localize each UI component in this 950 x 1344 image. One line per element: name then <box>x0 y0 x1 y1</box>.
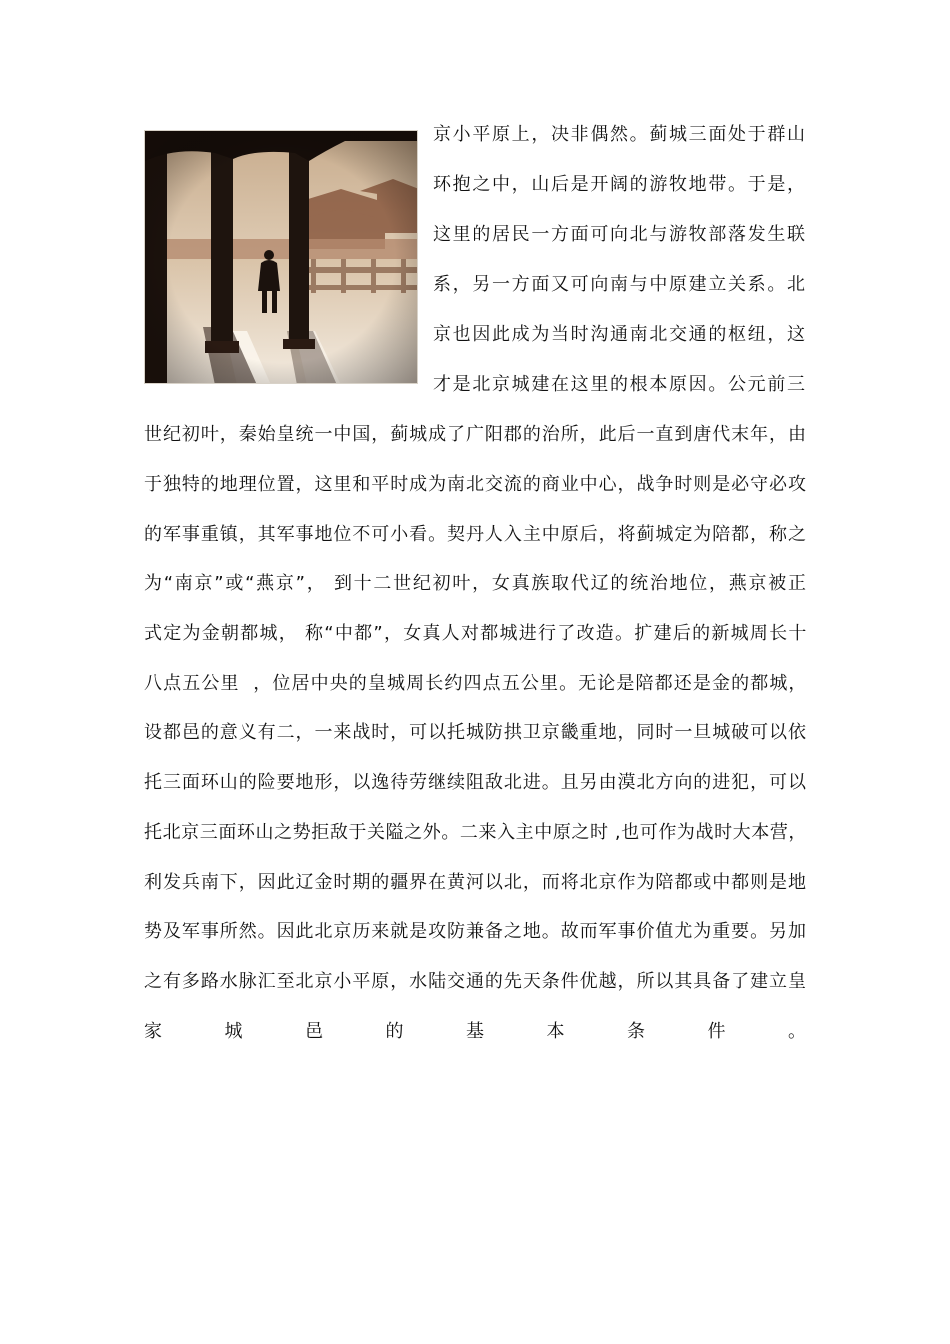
paragraph-line: 为“南京”或“燕京”， 到十二世纪初叶，女真族取代辽的统治地位，燕京被正 <box>144 573 808 594</box>
paragraph-line: 利发兵南下，因此辽金时期的疆界在黄河以北，而将北京作为陪都或中都则是地 <box>144 872 807 893</box>
paragraph-line: 八点五公里 ，位居中央的皇城周长约四点五公里。无论是陪都还是金的都城， <box>144 673 808 694</box>
paragraph-line: 环抱之中，山后是开阔的游牧地带。于是， <box>433 174 807 195</box>
paragraph-line: 设都邑的意义有二，一来战时，可以托城防拱卫京畿重地，同时一旦城破可以依 <box>144 722 807 743</box>
paragraph-line: 之有多路水脉汇至北京小平原，水陆交通的先天条件优越，所以其具备了建立皇 <box>144 971 807 992</box>
paragraph-line: 京小平原上，决非偶然。蓟城三面处于群山 <box>433 124 807 145</box>
paragraph-line: 家城邑的基本条件。 <box>144 1021 869 1042</box>
paragraph-line: 的军事重镇，其军事地位不可小看。契丹人入主中原后，将蓟城定为陪都，称之 <box>144 524 807 545</box>
paragraph-line: 系，另一方面又可向南与中原建立关系。北 <box>433 274 807 295</box>
palace-courtyard-photo <box>144 130 418 384</box>
paragraph-line: 托北京三面环山之势拒敌于关隘之外。二来入主中原之时 ,也可作为战时大本营， <box>144 822 808 843</box>
paragraph-line: 才是北京城建在这里的根本原因。公元前三 <box>433 374 807 395</box>
paragraph-line: 这里的居民一方面可向北与游牧部落发生联 <box>433 224 807 245</box>
paragraph-line: 式定为金朝都城， 称“中都”，女真人对都城进行了改造。扩建后的新城周长十 <box>144 623 808 644</box>
paragraph-line: 势及军事所然。因此北京历来就是攻防兼备之地。故而军事价值尤为重要。另加 <box>144 921 807 942</box>
paragraph-line: 托三面环山的险要地形，以逸待劳继续阻敌北进。且另由漠北方向的进犯，可以 <box>144 772 807 793</box>
paragraph-line: 世纪初叶，秦始皇统一中国，蓟城成了广阳郡的治所，此后一直到唐代末年，由 <box>144 424 807 445</box>
palace-courtyard-illustration <box>145 131 418 384</box>
paragraph-line: 京也因此成为当时沟通南北交通的枢纽，这 <box>433 324 807 345</box>
paragraph-line: 于独特的地理位置，这里和平时成为南北交流的商业中心，战争时则是必守必攻 <box>144 474 807 495</box>
